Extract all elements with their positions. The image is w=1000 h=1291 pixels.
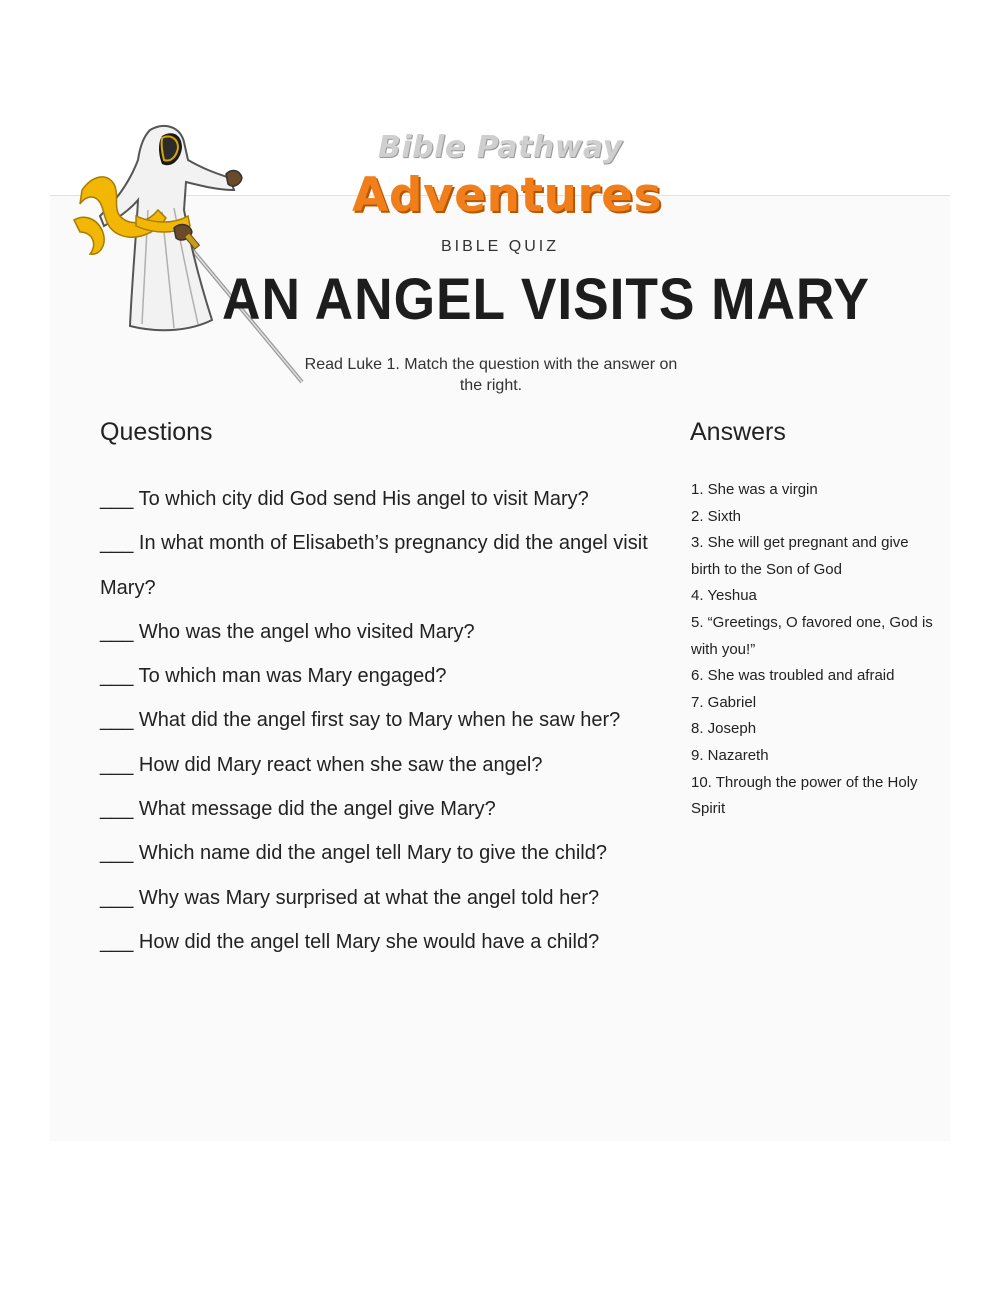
question-item: ___ Why was Mary surprised at what the angel told her? [100,886,600,909]
question-item: ___ What message did the angel give Mary? [100,798,496,821]
question-item: ___ Which name did the angel tell Mary to give the child? [100,842,607,865]
question-item: ___ How did the angel tell Mary she would have a child? [100,930,600,953]
answer-item: 4. Yeshua [691,587,757,605]
questions-list [100,477,690,964]
answer-item: 6. She was troubled and afraid [691,667,895,685]
logo-adventures: Adventures [352,168,662,223]
quiz-subtitle: BIBLE QUIZ [440,238,560,255]
answer-item: 9. Nazareth [691,746,769,764]
answer-item: 1. She was a virgin [691,481,818,498]
question-item: ___ In what month of Elisabeth’s pregnancy did the angel visit Mary? [100,532,648,599]
answer-item: 2. Sixth [691,507,742,525]
answer-item: 5. “Greetings, O favored one, God is with you!” [691,613,933,658]
answer-item: 7. Gabriel [691,693,757,711]
answer-item: 10. Through the power of the Holy Spirit [691,773,918,818]
questions-heading: Questions [100,418,213,446]
question-item: ___ Who was the angel who visited Mary? [100,620,475,643]
logo-bible-pathway: Bible Pathway [378,130,623,165]
page-title: AN ANGEL VISITS MARY [222,267,870,332]
question-item: ___ How did Mary react when she saw the angel? [100,753,543,776]
question-item: ___ To which city did God send His angel to visit Mary? [100,488,589,510]
question-item: ___ What did the angel first say to Mary when he saw her? [100,709,621,732]
answers-heading: Answers [690,418,786,446]
answers-list [691,477,941,823]
answer-item: 8. Joseph [691,720,757,738]
question-item: ___ To which man was Mary engaged? [100,665,447,688]
answer-item: 3. She will get pregnant and give birth to the Son of God [691,534,909,578]
instructions: Read Luke 1. Match the question with the answer on the right. [304,356,678,394]
